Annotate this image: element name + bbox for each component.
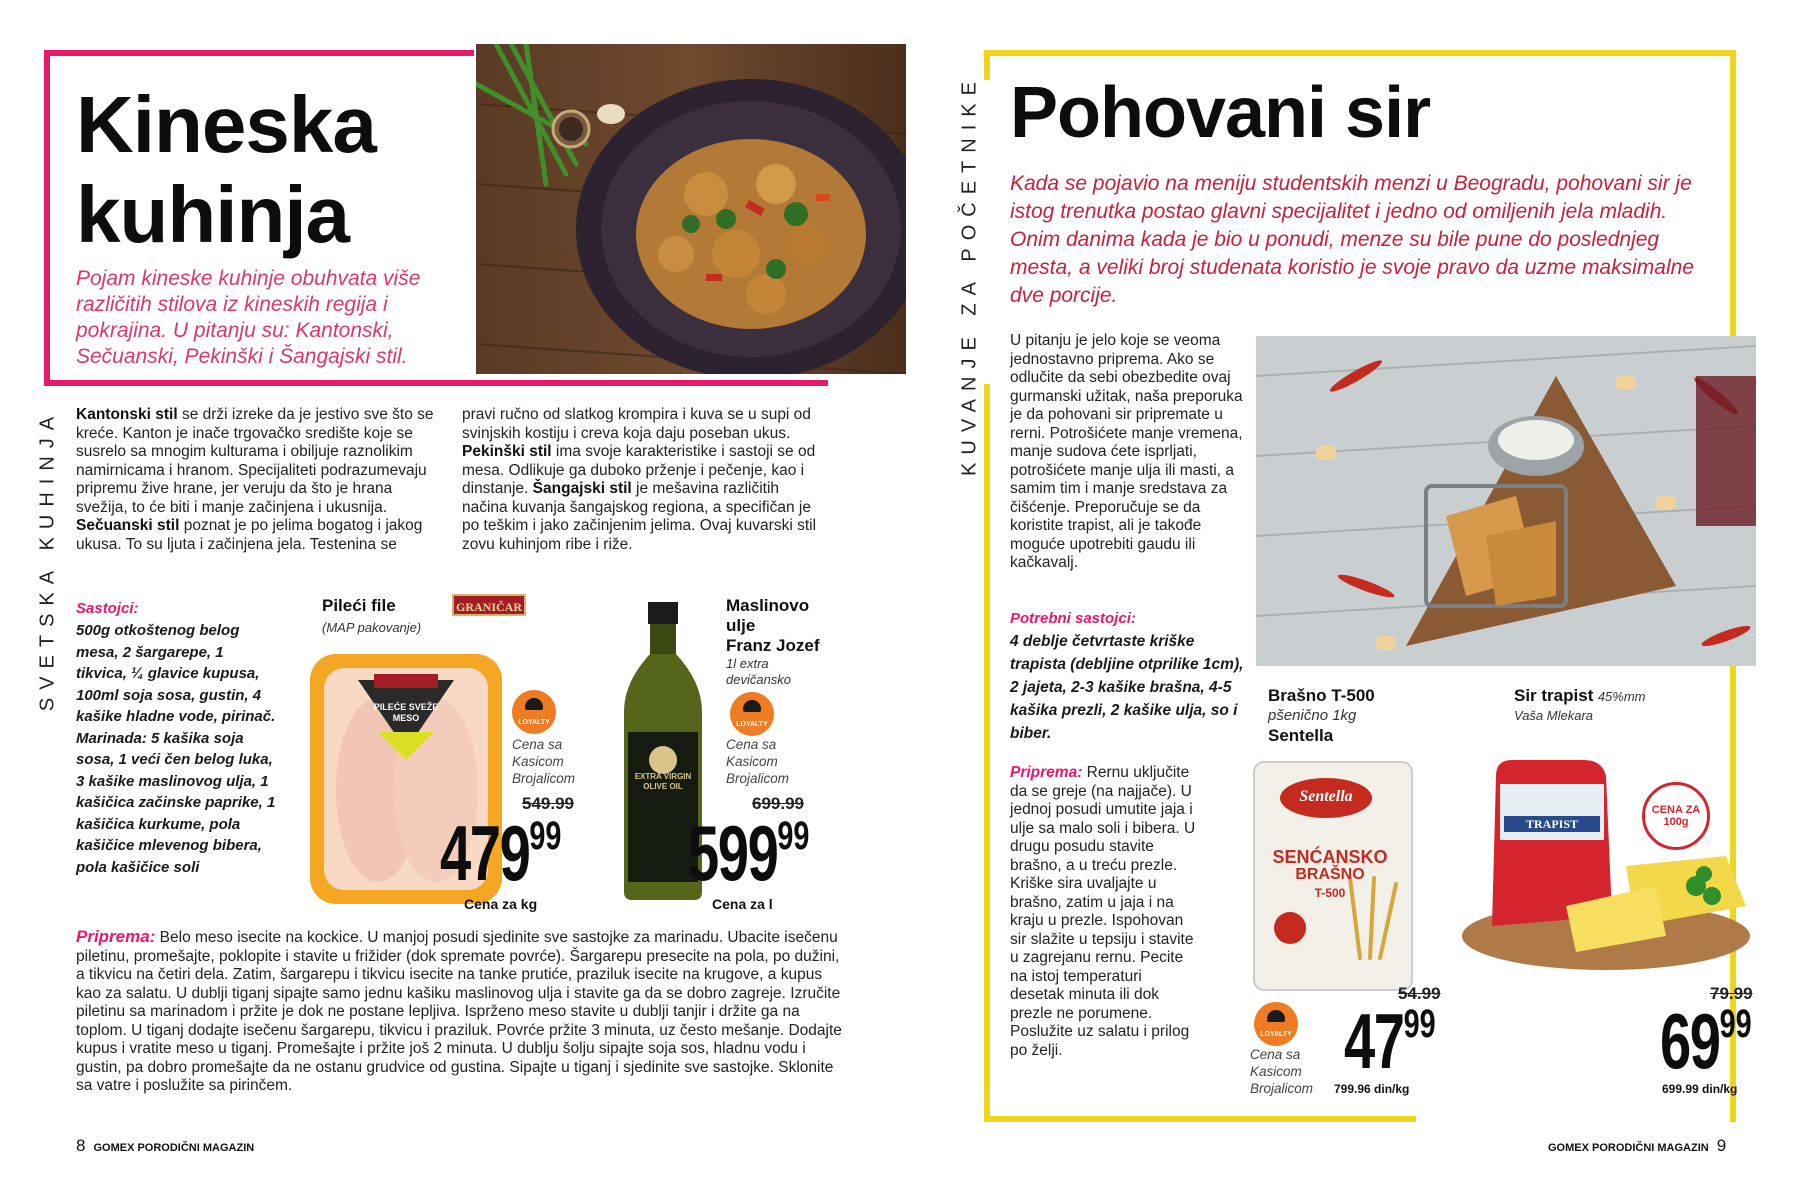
title-line-2: kuhinja [76, 170, 350, 259]
yellow-left-bar [984, 384, 990, 1122]
cheese-unit: 699.99 din/kg [1662, 1082, 1738, 1096]
loyalty-badge-icon: LOYALTY [512, 690, 556, 734]
sentella-logo: Sentella [1299, 788, 1353, 805]
fried-cheese-photo [1256, 336, 1756, 666]
yellow-corner [984, 50, 990, 80]
loyalty-badge-icon: LOYALTY [1254, 1002, 1298, 1046]
oil-old-price: 699.99 [752, 794, 804, 813]
right-body-text: U pitanju je jelo koje se veoma jednostavno priprema. Ako se odlučite da sebi obezbedite ovaj gurmanski užitak, naša preporuka je da pohovani sir pripremate u rerni. Potrošićete manje vremena, manje sudova ćete isprljati, potrošićete manje ulja ili masti, a samim tim i manje sredstava za čišćenje. Preporučuje se da koristite trapist, ali je takođe moguće upotrebiti gaudu ili kačkavalj. [1010, 332, 1243, 571]
cheese-price [1660, 996, 1752, 1087]
preparation-text: Belo meso isecite na kockice. U manjoj posudi sjedinite sve sastojke za marinadu. Ubacite isečenu piletinu, promešajte, poklopite i stavite u frižider (dok spremate povrće). Šargarepu presecite na pola, po dužini, a tikvicu na četiri dela. Zatim, šargarepu i tikvicu isecite na tanke prutiće, praziluk isecite na krugove, a kupus kao za salatu. U dublji tiganj sipajte samo jednu kašiku maslinovog ulja i stavite ga da se dobro zagreje. Izručite piletinu sa marinadom i pržite je dok ne postane lepljiva. Isprženo meso stavite u dublji tanjir i držite ga na toplom. U tiganj dodajte isečenu šargarepu, tikvicu i praziluk. Povrće pržite 3 minuta, uz često mešanje. Dodajte kupus i vratite meso u tiganj. Promešajte i pržite još 2 minuta. U dublju šolju sipajte soja sos, hladnu vodu i gustin, pa dobro promešajte da ne ostanu grudvice od gustina. Sipajte u tiganj i sjedinite sve sastojke. Sklonite sa vatre i poslužite sa pirinčem. [76, 929, 842, 1094]
flour-pack-label [1260, 848, 1400, 902]
oil-price-dec: 99 [777, 814, 810, 858]
sangajski-heading: Šangajski stil [532, 480, 632, 497]
trapist-label: TRAPIST [1525, 817, 1578, 831]
loyalty-badge-icon: LOYALTY [730, 692, 774, 736]
chicken-old-price: 549.99 [522, 794, 574, 813]
footer-left [76, 1136, 254, 1156]
chicken-price [440, 808, 561, 899]
cheese-old-price: 79.99 [1710, 984, 1753, 1003]
left-page-title [76, 80, 376, 260]
product-cheese-sub: Vaša Mlekara [1514, 708, 1593, 723]
side-label-left-text: SVETSKA KUHINJA [36, 408, 59, 712]
loyalty-text-oil: Cena sa Kasicom Brojalicom [726, 737, 790, 786]
left-preparation [76, 928, 846, 1096]
product-flour-brand: Sentella [1268, 726, 1334, 745]
price-per-100g-badge: CENA ZA 100g [1642, 782, 1710, 850]
granicar-logo: GRANIČAR [452, 594, 526, 616]
flour-pack-line-2: BRAŠNO [1295, 866, 1365, 883]
sangajski-text: je mešavina različitih načina kuvanja šangajskog regiona, a specifičan je po teškim i jako začinjenim jelima. Ovaj kuvarski stil zovu kuhinjom ribe i riže. [462, 480, 817, 553]
yellow-bottom-bar [984, 1116, 1416, 1122]
secuanski-text: poznat je po jelima bogatog i jakog ukusa. To su ljuta i začinjena jela. Testenina se [76, 517, 423, 553]
flour-unit: 799.96 din/kg [1334, 1082, 1410, 1096]
right-intro: Kada se pojavio na meniju studentskih menzi u Beogradu, pohovani sir je istog trenutka postao glavni specijalitet i jedno od omiljenih jela mladih. Onim danima kada je bio u ponudi, menze su bile pune do poslednjeg mesta, a veliki broj studenata koristio je svoje pravo da uzme maksimalne dve porcije. [1010, 172, 1694, 307]
flour-price [1344, 996, 1436, 1087]
title-line-1: Kineska [76, 80, 376, 169]
side-label-left [28, 400, 68, 720]
right-preparation [1010, 764, 1200, 1060]
right-preparation-label: Priprema: [1010, 764, 1083, 781]
oil-sub-line-1: 1l extra [726, 656, 769, 671]
flour-price-dec: 99 [1403, 1002, 1436, 1046]
left-text-column-1 [76, 406, 436, 554]
flour-pack-line-3: T-500 [1314, 886, 1346, 900]
col2-continued-text: pravi ručno od slatkog krompira i kuva se u supi od svinjskih kostiju i creva koja daju poseban ukus. [462, 406, 811, 442]
product-chicken-sub: (MAP pakovanje) [322, 620, 422, 635]
oil-name-line-3: Franz Jozef [726, 636, 820, 655]
olive-oil-label: EXTRA VIRGIN OLIVE OIL [634, 772, 692, 791]
left-text-column-2 [462, 406, 822, 554]
flour-pack-line-1: SENĆANSKO [1272, 847, 1388, 867]
cheese-name: Sir trapist [1514, 686, 1594, 705]
pekinski-text: ima svoje karakteristike i sastoji se od mesa. Odlikuje ga duboko prženje i pečenje, kao i dinstanje. [462, 443, 816, 497]
product-flour-name: Brašno T-500 [1268, 686, 1375, 705]
kantonski-text: se drži izreke da je jestivo sve što se kreće. Kanton je inače trgovačko središte koje se susrelo sa mnogim kulturama i obiljuje raznolikim namirnicama i hranom. Specijaliteti podrazumevaju pripremu žive hrane, jer veruju da što je hrana svežija, to će biti i manje začinjena i ukusnija. [76, 406, 434, 516]
magazine-name-left: GOMEX PORODIČNI MAGAZIN [93, 1142, 255, 1154]
cheese-image [1456, 756, 1752, 976]
right-ingredients-text: 4 deblje četvrtaste kriške trapista (debljine otprilike 1cm), 2 jajeta, 2-3 kašike brašna, 4-5 kašika prezli, 2 kašike ulja, so i biber. [1010, 633, 1244, 742]
magazine-name-right: GOMEX PORODIČNI MAGAZIN [1548, 1142, 1709, 1154]
loyalty-text-chicken: Cena sa Kasicom Brojalicom [512, 737, 576, 786]
side-label-right-text: KUVANJE ZA POČETNIKE [958, 74, 981, 476]
page-number-left: 8 [76, 1136, 86, 1155]
pink-divider [44, 380, 828, 386]
product-oil-name [726, 596, 820, 656]
cheese-fat: 45%mm [1597, 689, 1646, 704]
product-chicken-name: Pileći file [322, 596, 396, 615]
chicken-pack-label: PILEĆE SVEŽE MESO [373, 702, 439, 723]
ingredients-text: 500g otkoštenog belog mesa, 2 šargarepe, 1 tikvica, ¼ glavice kupusa, 100ml soja sosa, gustin, 4 kašike hladne vode, pirinač. Marinada: 5 kašika soja sosa, 1 veći čen belog luka, 3 kašike maslinovog ulja, 1 kašičica začinske paprike, 1 kašičica kurkume, pola kašičice mlevenog bibera, pola kašičice soli [76, 622, 276, 876]
product-oil-sub [726, 656, 791, 688]
oil-name-line-2: ulje [726, 616, 756, 635]
chicken-price-main: 479 [440, 809, 530, 897]
oil-price-main: 599 [688, 809, 778, 897]
cheese-price-dec: 99 [1719, 1002, 1752, 1046]
product-flour-sub: pšenično 1kg [1268, 707, 1357, 724]
footer-right [1548, 1136, 1726, 1156]
flour-old-price: 54.99 [1398, 984, 1441, 1003]
flour-price-main: 47 [1344, 997, 1404, 1085]
kantonski-heading: Kantonski stil [76, 406, 178, 423]
flour-package-image [1250, 758, 1416, 994]
loyalty-text-flour: Cena sa Kasicom Brojalicom [1250, 1047, 1314, 1096]
cheese-price-main: 69 [1660, 997, 1720, 1085]
right-ingredients-label: Potrebni sastojci: [1010, 610, 1136, 627]
oil-price [688, 808, 809, 899]
oil-unit: Cena za l [712, 896, 773, 912]
secuanski-heading: Sečuanski stil [76, 517, 180, 534]
stir-fry-photo [476, 44, 906, 374]
chicken-price-dec: 99 [529, 814, 562, 858]
chicken-unit: Cena za kg [464, 896, 538, 912]
left-intro: Pojam kineske kuhinje obuhvata više različitih stilova iz kineskih regija i pokrajina. U pitanju su: Kantonski, Sečuanski, Pekinški i Šangajski stil. [76, 267, 421, 368]
right-preparation-text: Rernu uključite da se greje (na najjače). U jednoj posudi umutite jaja i ulje sa malo soli i bibera. U drugu posudu stavite brašno, a u treću prezle. Kriške sira uvaljajte u brašno, zatim u jaja i na kraju u prezle. Ispohovan sir slažite u tepsiju i stavite u zagrejanu rernu. Pecite na istoj temperaturi desetak minuta ili dok prezle ne porumene. Poslužite uz salatu i prilog po želji. [1010, 764, 1196, 1059]
pekinski-heading: Pekinški stil [462, 443, 552, 460]
right-page-title: Pohovani sir [1010, 73, 1431, 153]
oil-name-line-1: Maslinovo [726, 596, 810, 615]
preparation-label: Priprema: [76, 927, 156, 946]
oil-sub-line-2: devičansko [726, 672, 792, 687]
page-number-right: 9 [1716, 1136, 1727, 1155]
ingredients-label: Sastojci: [76, 600, 139, 617]
product-cheese-name [1514, 686, 1646, 706]
